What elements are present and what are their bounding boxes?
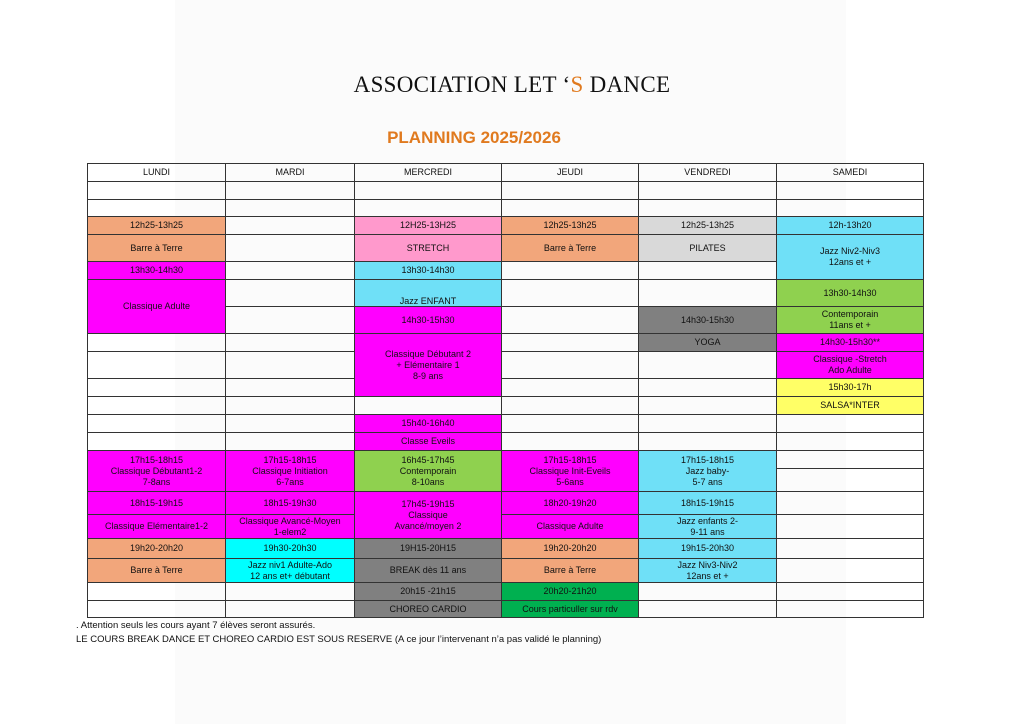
empty-cell bbox=[225, 333, 355, 352]
empty-cell bbox=[87, 199, 226, 217]
class-cell-lundi-1815: 18h15-19h15 bbox=[87, 491, 226, 515]
planning-subtitle: PLANNING 2025/2026 bbox=[387, 128, 561, 147]
empty-cell bbox=[225, 306, 355, 334]
class-cell-mercredi-1915: 19H15-20H15 bbox=[354, 538, 502, 559]
empty-cell bbox=[501, 414, 639, 433]
empty-cell bbox=[776, 538, 924, 559]
empty-cell bbox=[87, 396, 226, 415]
class-cell-mercredi-stretch: STRETCH bbox=[354, 234, 502, 262]
class-cell-mercredi-jazz-enfant: Jazz ENFANT bbox=[354, 279, 502, 334]
class-cell-mercredi-classique-deb2: Classique Débutant 2 + Elémentaire 1 8-9 ans bbox=[354, 333, 502, 397]
class-cell-mardi-1815: 18h15-19h30 bbox=[225, 491, 355, 515]
class-cell-samedi-1330: 13h30-14h30 bbox=[776, 279, 924, 307]
class-cell-lundi-1225: 12h25-13h25 bbox=[87, 216, 226, 235]
empty-cell bbox=[87, 600, 226, 618]
empty-cell bbox=[501, 261, 639, 280]
class-cell-samedi-salsa: SALSA*INTER bbox=[776, 396, 924, 415]
empty-cell bbox=[225, 432, 355, 451]
class-cell-mardi-1930: 19h30-20h30 bbox=[225, 538, 355, 559]
empty-cell bbox=[501, 333, 639, 352]
empty-cell bbox=[638, 181, 777, 200]
empty-cell bbox=[225, 582, 355, 601]
class-cell-lundi-1920: 19h20-20h20 bbox=[87, 538, 226, 559]
empty-cell bbox=[776, 558, 924, 583]
class-cell-vendredi-yoga: YOGA bbox=[638, 333, 777, 352]
empty-cell bbox=[225, 234, 355, 262]
class-cell-samedi-1530: 15h30-17h bbox=[776, 378, 924, 397]
empty-cell bbox=[501, 306, 639, 334]
header-jeudi: JEUDI bbox=[501, 163, 639, 182]
class-cell-mercredi-break: BREAK dès 11 ans bbox=[354, 558, 502, 583]
empty-cell bbox=[638, 582, 777, 601]
class-cell-samedi-classique-stretch: Classique -Stretch Ado Adulte bbox=[776, 351, 924, 379]
empty-cell bbox=[638, 414, 777, 433]
header-mardi: MARDI bbox=[225, 163, 355, 182]
class-cell-jeudi-1715: 17h15-18h15 Classique Init-Eveils 5-6ans bbox=[501, 450, 639, 492]
class-cell-samedi-jazz-niv2: Jazz Niv2-Niv3 12ans et + bbox=[776, 234, 924, 280]
note-break-reserve: LE COURS BREAK DANCE ET CHOREO CARDIO EST SOUS RESERVE (A ce jour l’intervenant n’a pas validé le planning) bbox=[76, 634, 602, 645]
empty-cell bbox=[225, 396, 355, 415]
class-cell-mardi-classique-avance: Classique Avancé-Moyen 1-elem2 bbox=[225, 514, 355, 539]
empty-cell bbox=[638, 378, 777, 397]
empty-cell bbox=[501, 199, 639, 217]
class-cell-vendredi-jazz-niv3: Jazz Niv3-Niv2 12ans et + bbox=[638, 558, 777, 583]
class-cell-mardi-jazz: Jazz niv1 Adulte-Ado 12 ans et+ débutant bbox=[225, 558, 355, 583]
empty-cell bbox=[225, 216, 355, 235]
empty-cell bbox=[776, 582, 924, 601]
empty-cell bbox=[776, 181, 924, 200]
empty-cell bbox=[501, 432, 639, 451]
class-cell-vendredi-1225: 12h25-13h25 bbox=[638, 216, 777, 235]
empty-cell bbox=[87, 432, 226, 451]
empty-cell bbox=[87, 378, 226, 397]
class-cell-lundi-barre-terre-1: Barre à Terre bbox=[87, 234, 226, 262]
class-cell-lundi-classique-adulte: Classique Adulte bbox=[87, 279, 226, 334]
empty-cell bbox=[776, 450, 924, 469]
class-cell-samedi-12h: 12h-13h20 bbox=[776, 216, 924, 235]
empty-cell bbox=[225, 378, 355, 397]
class-cell-lundi-1330: 13h30-14h30 bbox=[87, 261, 226, 280]
empty-cell bbox=[225, 279, 355, 307]
header-lundi: LUNDI bbox=[87, 163, 226, 182]
class-cell-jeudi-cours-particulier: Cours particuller sur rdv bbox=[501, 600, 639, 618]
empty-cell bbox=[225, 600, 355, 618]
class-cell-vendredi-pilates: PILATES bbox=[638, 234, 777, 262]
empty-cell bbox=[501, 181, 639, 200]
empty-cell bbox=[638, 351, 777, 379]
class-cell-mercredi-choreo: CHOREO CARDIO bbox=[354, 600, 502, 618]
empty-cell bbox=[776, 432, 924, 451]
class-cell-mardi-1715: 17h15-18h15 Classique Initiation 6-7ans bbox=[225, 450, 355, 492]
class-cell-jeudi-1225: 12h25-13h25 bbox=[501, 216, 639, 235]
empty-cell bbox=[776, 468, 924, 492]
empty-cell bbox=[501, 396, 639, 415]
empty-cell bbox=[225, 181, 355, 200]
class-cell-jeudi-1920: 19h20-20h20 bbox=[501, 538, 639, 559]
empty-cell bbox=[776, 514, 924, 539]
empty-cell bbox=[87, 582, 226, 601]
class-cell-mercredi-classe-eveils: Classe Eveils bbox=[354, 432, 502, 451]
empty-cell bbox=[225, 351, 355, 379]
class-cell-mercredi-1540: 15h40-16h40 bbox=[354, 414, 502, 433]
empty-cell bbox=[87, 414, 226, 433]
class-cell-mercredi-1430: 14h30-15h30 bbox=[354, 306, 502, 334]
class-cell-jeudi-barre-terre-1: Barre à Terre bbox=[501, 234, 639, 262]
class-cell-vendredi-jazz-enfants: Jazz enfants 2- 9-11 ans bbox=[638, 514, 777, 539]
empty-cell bbox=[87, 351, 226, 379]
class-cell-samedi-1430: 14h30-15h30** bbox=[776, 333, 924, 352]
empty-cell bbox=[638, 261, 777, 280]
empty-cell bbox=[225, 414, 355, 433]
empty-cell bbox=[354, 181, 502, 200]
class-cell-vendredi-1430: 14h30-15h30 bbox=[638, 306, 777, 334]
page-title: ASSOCIATION LET ‘S DANCE bbox=[353, 72, 671, 97]
empty-cell bbox=[776, 491, 924, 515]
empty-cell bbox=[354, 199, 502, 217]
empty-cell bbox=[225, 261, 355, 280]
class-cell-vendredi-1715: 17h15-18h15 Jazz baby- 5-7 ans bbox=[638, 450, 777, 492]
class-cell-mercredi-1225: 12H25-13H25 bbox=[354, 216, 502, 235]
empty-cell bbox=[638, 396, 777, 415]
class-cell-vendredi-1815: 18h15-19h15 bbox=[638, 491, 777, 515]
empty-cell bbox=[638, 432, 777, 451]
empty-cell bbox=[776, 199, 924, 217]
empty-cell bbox=[501, 351, 639, 379]
empty-cell bbox=[638, 279, 777, 307]
header-samedi: SAMEDI bbox=[776, 163, 924, 182]
empty-cell bbox=[354, 396, 502, 415]
note-attention: . Attention seuls les cours ayant 7 élèves seront assurés. bbox=[76, 620, 316, 631]
empty-cell bbox=[638, 600, 777, 618]
class-cell-jeudi-classique-adulte: Classique Adulte bbox=[501, 514, 639, 539]
class-cell-mercredi-2015: 20h15 -21h15 bbox=[354, 582, 502, 601]
class-cell-lundi-barre-terre-2: Barre à Terre bbox=[87, 558, 226, 583]
class-cell-mercredi-1745: 17h45-19h15 Classique Avancé/moyen 2 bbox=[354, 491, 502, 539]
empty-cell bbox=[776, 414, 924, 433]
empty-cell bbox=[501, 378, 639, 397]
empty-cell bbox=[87, 333, 226, 352]
class-cell-jeudi-2020: 20h20-21h20 bbox=[501, 582, 639, 601]
header-mercredi: MERCREDI bbox=[354, 163, 502, 182]
empty-cell bbox=[501, 279, 639, 307]
class-cell-lundi-1715: 17h15-18h15 Classique Débutant1-2 7-8ans bbox=[87, 450, 226, 492]
empty-cell bbox=[225, 199, 355, 217]
class-cell-jeudi-barre-terre-2: Barre à Terre bbox=[501, 558, 639, 583]
class-cell-jeudi-1820: 18h20-19h20 bbox=[501, 491, 639, 515]
class-cell-vendredi-1915: 19h15-20h30 bbox=[638, 538, 777, 559]
empty-cell bbox=[87, 181, 226, 200]
empty-cell bbox=[776, 600, 924, 618]
header-vendredi: VENDREDI bbox=[638, 163, 777, 182]
empty-cell bbox=[638, 199, 777, 217]
class-cell-mercredi-1330: 13h30-14h30 bbox=[354, 261, 502, 280]
class-cell-lundi-classique-elem: Classique Elémentaire1-2 bbox=[87, 514, 226, 539]
class-cell-samedi-contemporain: Contemporain 11ans et + bbox=[776, 306, 924, 334]
class-cell-mercredi-1645: 16h45-17h45 Contemporain 8-10ans bbox=[354, 450, 502, 492]
